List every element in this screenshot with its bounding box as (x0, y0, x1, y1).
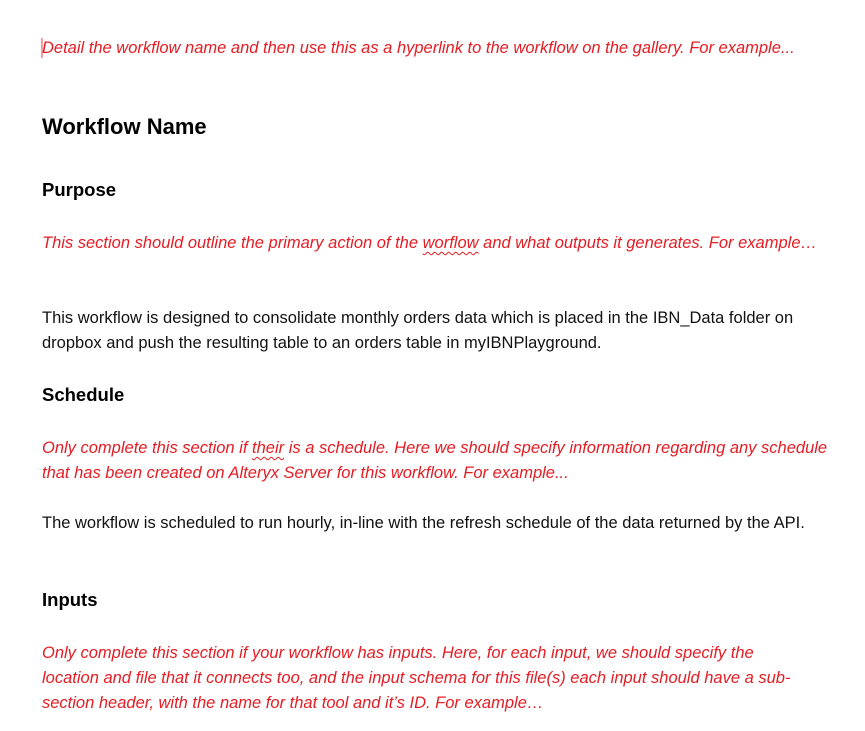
purpose-hint-start: This section should outline the primary action of the (42, 234, 423, 252)
purpose-body[interactable]: This workflow is designed to consolidate monthly orders data which is placed in the IBN_Data folder on dropbox and push the resulting table to an orders table in myIBNPlayground. (42, 309, 794, 352)
inputs-heading[interactable]: Inputs (42, 589, 98, 610)
schedule-hint-end: is a schedule. Here we should specify information regarding any schedule that has been created on Alteryx Server for this workflow. For example... (42, 439, 828, 482)
schedule-hint-start: Only complete this section if (42, 439, 253, 457)
purpose-hint[interactable] (42, 231, 817, 256)
workflow-name-heading[interactable]: Workflow Name (42, 114, 207, 139)
purpose-hint-end: and what outputs it generates. For example… (478, 234, 817, 252)
schedule-body[interactable]: The workflow is scheduled to run hourly, in-line with the refresh schedule of the data returned by the API. (42, 514, 805, 532)
purpose-heading[interactable]: Purpose (42, 179, 117, 200)
intro-hint[interactable]: Detail the workflow name and then use this as a hyperlink to the workflow on the gallery. For example... (42, 39, 795, 57)
spelling-error-worflow[interactable]: worflow (422, 234, 479, 252)
schedule-hint[interactable] (42, 436, 842, 486)
inputs-hint[interactable]: Only complete this section if your workflow has inputs. Here, for each input, we should specify the location and file that it connects too, and the input schema for this file(s) each input should have a sub-section header, with the name for that tool and it’s ID. For example… (42, 644, 791, 712)
schedule-heading[interactable]: Schedule (42, 384, 125, 405)
spelling-error-their[interactable]: their (252, 439, 285, 457)
